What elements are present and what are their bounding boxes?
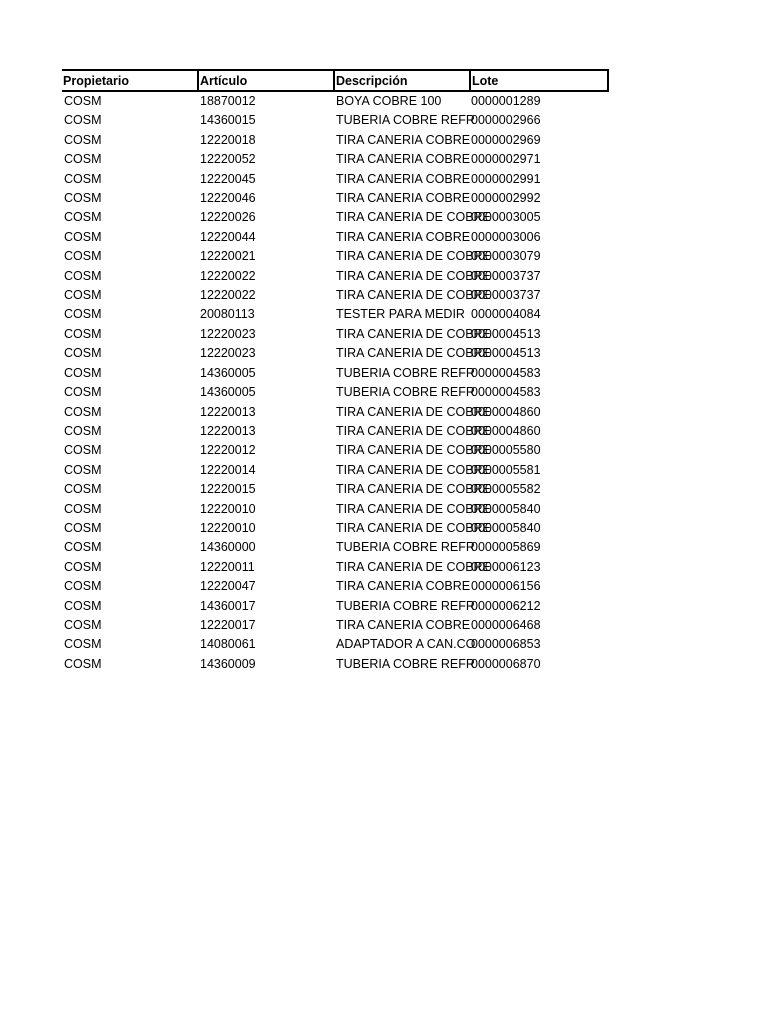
table-row: [62, 655, 608, 674]
cell-propietario[interactable]: COSM: [64, 288, 102, 303]
cell-descripcion[interactable]: TUBERIA COBRE REFR: [336, 113, 475, 128]
table-row: [62, 519, 608, 538]
cell-lote[interactable]: 0000006212: [471, 598, 541, 613]
cell-articulo[interactable]: 18870012: [200, 94, 256, 108]
cell-articulo[interactable]: 20080113: [200, 307, 255, 322]
table-row: [62, 577, 608, 596]
cell-articulo[interactable]: 12220023: [200, 346, 256, 361]
cell-lote[interactable]: 0000004583: [471, 385, 541, 400]
cell-lote[interactable]: 0000006853: [471, 637, 541, 652]
cell-propietario[interactable]: COSM: [64, 229, 102, 244]
cell-descripcion[interactable]: TIRA CANERIA DE COBRE: [336, 462, 491, 477]
table-row: [62, 480, 608, 499]
header-propietario[interactable]: Propietario: [62, 70, 198, 91]
cell-articulo[interactable]: 12220018: [200, 132, 256, 147]
table-row: [62, 91, 608, 111]
cell-propietario[interactable]: COSM: [64, 268, 102, 283]
table-row: [62, 403, 608, 422]
table-row: [62, 189, 608, 208]
cell-articulo[interactable]: 12220013: [200, 423, 256, 438]
cell-articulo[interactable]: 12220010: [200, 520, 256, 535]
cell-lote[interactable]: 0000005869: [471, 540, 541, 555]
cell-propietario[interactable]: COSM: [64, 249, 102, 264]
cell-descripcion[interactable]: TIRA CANERIA DE COBRE: [336, 288, 491, 303]
cell-descripcion[interactable]: TIRA CANERIA DE COBRE: [336, 520, 491, 535]
cell-propietario[interactable]: COSM: [64, 617, 102, 632]
cell-propietario[interactable]: COSM: [64, 598, 102, 613]
cell-descripcion[interactable]: TIRA CANERIA COBRE: [336, 132, 471, 147]
cell-propietario[interactable]: COSM: [64, 326, 102, 341]
cell-descripcion[interactable]: ADAPTADOR A CAN.CO: [336, 637, 476, 652]
cell-articulo[interactable]: 12220026: [200, 210, 256, 225]
cell-articulo[interactable]: 14360005: [200, 365, 256, 380]
table-body: [62, 91, 608, 674]
header-descripcion[interactable]: Descripción: [334, 70, 470, 91]
cell-lote[interactable]: 0000002966: [471, 113, 541, 128]
cell-descripcion[interactable]: TIRA CANERIA DE COBRE: [336, 249, 491, 264]
cell-descripcion[interactable]: TIRA CANERIA DE COBRE: [336, 443, 491, 458]
cell-articulo[interactable]: 14360015: [200, 113, 256, 128]
table-row: [62, 500, 608, 519]
cell-propietario[interactable]: COSM: [64, 637, 102, 652]
table-row: [62, 558, 608, 577]
cell-propietario[interactable]: COSM: [64, 423, 102, 438]
cell-articulo[interactable]: 14360009: [200, 656, 256, 671]
table-row: [62, 383, 608, 402]
cell-propietario[interactable]: COSM: [64, 171, 102, 186]
cell-lote[interactable]: 0000005582: [471, 482, 541, 497]
cell-descripcion[interactable]: TIRA CANERIA COBRE: [336, 579, 471, 594]
table-row: [62, 150, 608, 169]
table-row: [62, 344, 608, 363]
cell-descripcion[interactable]: TIRA CANERIA DE COBRE: [336, 346, 491, 361]
cell-descripcion[interactable]: TIRA CANERIA COBRE: [336, 229, 471, 244]
table-row: [62, 111, 608, 130]
cell-lote[interactable]: 0000006468: [471, 617, 541, 632]
cell-propietario[interactable]: COSM: [64, 365, 102, 380]
table-row: [62, 267, 608, 286]
cell-descripcion[interactable]: TIRA CANERIA DE COBRE: [336, 268, 491, 283]
table-row: [62, 325, 608, 344]
cell-articulo[interactable]: 12220014: [200, 462, 256, 477]
cell-articulo[interactable]: 12220011: [200, 559, 255, 574]
table-row: [62, 208, 608, 227]
cell-lote[interactable]: 0000003005: [471, 210, 541, 225]
table-row: [62, 286, 608, 305]
cell-descripcion[interactable]: TUBERIA COBRE REFR: [336, 385, 475, 400]
cell-articulo[interactable]: 12220021: [200, 249, 256, 264]
cell-lote[interactable]: 0000005840: [471, 501, 541, 516]
cell-articulo[interactable]: 12220017: [200, 617, 256, 632]
cell-propietario[interactable]: COSM: [64, 520, 102, 535]
cell-propietario[interactable]: COSM: [64, 346, 102, 361]
cell-lote[interactable]: 0000003079: [471, 249, 541, 264]
cell-propietario[interactable]: COSM: [64, 94, 102, 108]
cell-propietario[interactable]: COSM: [64, 404, 102, 419]
cell-descripcion[interactable]: TIRA CANERIA COBRE: [336, 152, 471, 167]
cell-articulo[interactable]: 12220012: [200, 443, 256, 458]
cell-articulo[interactable]: 12220015: [200, 482, 256, 497]
cell-descripcion[interactable]: TIRA CANERIA DE COBRE: [336, 210, 491, 225]
cell-descripcion[interactable]: TIRA CANERIA COBRE: [336, 171, 471, 186]
cell-articulo[interactable]: 14080061: [200, 637, 256, 652]
cell-propietario[interactable]: COSM: [64, 501, 102, 516]
table-row: [62, 170, 608, 189]
inventory-table: [62, 69, 609, 674]
cell-propietario[interactable]: COSM: [64, 579, 102, 594]
cell-descripcion[interactable]: TIRA CANERIA DE COBRE: [336, 404, 491, 419]
cell-lote[interactable]: 0000004084: [471, 307, 541, 322]
cell-lote[interactable]: 0000005581: [471, 462, 541, 477]
cell-lote[interactable]: 0000006123: [471, 559, 541, 574]
cell-propietario[interactable]: COSM: [64, 559, 102, 574]
cell-articulo[interactable]: 14360017: [200, 598, 256, 613]
cell-articulo[interactable]: 12220046: [200, 191, 256, 206]
cell-propietario[interactable]: COSM: [64, 443, 102, 458]
cell-lote[interactable]: 0000004583: [471, 365, 541, 380]
cell-descripcion[interactable]: TUBERIA COBRE REFR: [336, 656, 475, 671]
cell-articulo[interactable]: 12220047: [200, 579, 256, 594]
cell-lote[interactable]: 0000002992: [471, 191, 541, 206]
cell-articulo[interactable]: 12220010: [200, 501, 256, 516]
cell-propietario[interactable]: COSM: [64, 540, 102, 555]
cell-propietario[interactable]: COSM: [64, 191, 102, 206]
cell-descripcion[interactable]: TIRA CANERIA COBRE: [336, 191, 471, 206]
cell-lote[interactable]: 0000005580: [471, 443, 541, 458]
table-row: [62, 635, 608, 654]
cell-articulo[interactable]: 12220022: [200, 288, 256, 303]
cell-lote[interactable]: 0000004860: [471, 423, 541, 438]
table-row: [62, 461, 608, 480]
header-row: [62, 70, 608, 91]
table-row: [62, 131, 608, 150]
table-row: [62, 305, 608, 324]
cell-articulo[interactable]: 12220044: [200, 229, 256, 244]
cell-lote[interactable]: 0000006870: [471, 656, 541, 671]
cell-articulo[interactable]: 12220022: [200, 268, 256, 283]
cell-articulo[interactable]: 12220023: [200, 326, 256, 341]
cell-lote[interactable]: 0000002991: [471, 171, 541, 186]
cell-propietario[interactable]: COSM: [64, 307, 102, 322]
cell-lote[interactable]: 0000004860: [471, 404, 541, 419]
cell-articulo[interactable]: 12220052: [200, 152, 256, 167]
cell-descripcion[interactable]: TIRA CANERIA COBRE: [336, 617, 471, 632]
table-row: [62, 616, 608, 635]
cell-propietario[interactable]: COSM: [64, 210, 102, 225]
cell-articulo[interactable]: 14360000: [200, 540, 256, 555]
cell-lote[interactable]: 0000003737: [471, 288, 541, 303]
cell-propietario[interactable]: COSM: [64, 132, 102, 147]
cell-descripcion[interactable]: TUBERIA COBRE REFR: [336, 598, 475, 613]
cell-propietario[interactable]: COSM: [64, 462, 102, 477]
cell-propietario[interactable]: COSM: [64, 152, 102, 167]
cell-lote[interactable]: 0000003737: [471, 268, 541, 283]
table-row: [62, 597, 608, 616]
cell-lote[interactable]: 0000002969: [471, 132, 541, 147]
cell-descripcion[interactable]: TUBERIA COBRE REFR: [336, 365, 475, 380]
cell-descripcion[interactable]: TIRA CANERIA DE COBRE: [336, 326, 491, 341]
spreadsheet-sheet: [62, 69, 608, 674]
cell-articulo[interactable]: 12220045: [200, 171, 256, 186]
cell-lote[interactable]: 0000004513: [471, 326, 541, 341]
cell-descripcion[interactable]: TIRA CANERIA DE COBRE: [336, 482, 491, 497]
table-row: [62, 422, 608, 441]
cell-lote[interactable]: 0000002971: [471, 152, 541, 167]
cell-lote[interactable]: 0000001289: [471, 94, 541, 108]
table-row: [62, 247, 608, 266]
cell-lote[interactable]: 0000004513: [471, 346, 541, 361]
cell-lote[interactable]: 0000005840: [471, 520, 541, 535]
cell-descripcion[interactable]: TIRA CANERIA DE COBRE: [336, 559, 491, 574]
cell-propietario[interactable]: COSM: [64, 113, 102, 128]
header-lote[interactable]: Lote: [470, 70, 608, 91]
cell-descripcion[interactable]: TIRA CANERIA DE COBRE: [336, 501, 491, 516]
cell-articulo[interactable]: 12220013: [200, 404, 256, 419]
table-row: [62, 538, 608, 557]
cell-descripcion[interactable]: BOYA COBRE 100: [336, 94, 442, 108]
table-row: [62, 441, 608, 460]
cell-descripcion[interactable]: TESTER PARA MEDIR: [336, 307, 465, 322]
cell-propietario[interactable]: COSM: [64, 482, 102, 497]
cell-propietario[interactable]: COSM: [64, 656, 102, 671]
cell-descripcion[interactable]: TUBERIA COBRE REFR: [336, 540, 475, 555]
cell-lote[interactable]: 0000003006: [471, 229, 541, 244]
table-row: [62, 228, 608, 247]
cell-propietario[interactable]: COSM: [64, 385, 102, 400]
table-row: [62, 364, 608, 383]
cell-descripcion[interactable]: TIRA CANERIA DE COBRE: [336, 423, 491, 438]
header-articulo[interactable]: Artículo: [198, 70, 334, 91]
cell-articulo[interactable]: 14360005: [200, 385, 256, 400]
cell-lote[interactable]: 0000006156: [471, 579, 541, 594]
